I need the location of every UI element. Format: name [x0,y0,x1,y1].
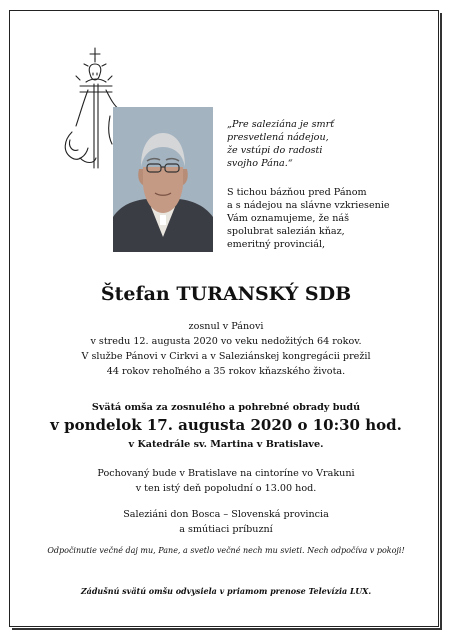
intro-line: emeritný provinciál, [227,239,326,250]
quote-line: svojho Pána.“ [227,158,293,169]
quote-block [227,118,427,170]
prayer-text: Odpočinutie večné daj mu, Pane, a svetlo večné nech mu svieti. Nech odpočíva v pokoji! [47,546,405,555]
deceased-name: Štefan TURANSKÝ SDB [100,283,352,305]
mass-intro: Svätá omša za zosnulého a pohrebné obrady budú [91,402,361,413]
burial-line: v ten istý deň popoludní o 13.00 hod. [135,483,317,494]
death-line: zosnul v Pánovi [188,321,264,332]
death-line: v stredu 12. augusta 2020 vo veku nedožitých 64 rokov. [90,336,362,347]
quote-line: „Pre saleziána je smrť [227,119,335,130]
intro-line: a s nádejou na slávne vzkriesenie [227,200,390,211]
death-line: V službe Pánovi v Cirkvi a v Saleziánskej kongregácii prežil [81,351,371,362]
death-line: 44 rokov rehoľného a 35 rokov kňazského života. [106,366,346,377]
burial-line: Pochovaný bude v Bratislave na cintoríne vo Vrakuni [97,468,355,479]
burial-details [0,466,452,496]
signatories [0,507,452,537]
intro-line: S tichou bázňou pred Pánom [227,187,367,198]
intro-line: spolubrat salezián kňaz, [227,226,345,237]
death-details [0,319,452,379]
signatory-line: a smútiaci príbuzní [179,524,273,535]
announcement-intro [227,186,432,251]
quote-line: že vstúpi do radosti [227,145,323,156]
intro-line: Vám oznamujeme, že náš [227,213,350,224]
quote-line: presvetlená nádejou, [227,132,329,143]
mass-place: v Katedrále sv. Martina v Bratislave. [128,439,324,450]
signatory-line: Saleziáni don Bosca – Slovenská provincia [123,509,329,520]
broadcast-note: Zádušnú svätú omšu odvysiela v priamom prenose Televízia LUX. [80,586,372,596]
mass-date: v pondelok 17. augusta 2020 o 10:30 hod. [50,416,402,434]
deceased-photo [113,107,213,252]
